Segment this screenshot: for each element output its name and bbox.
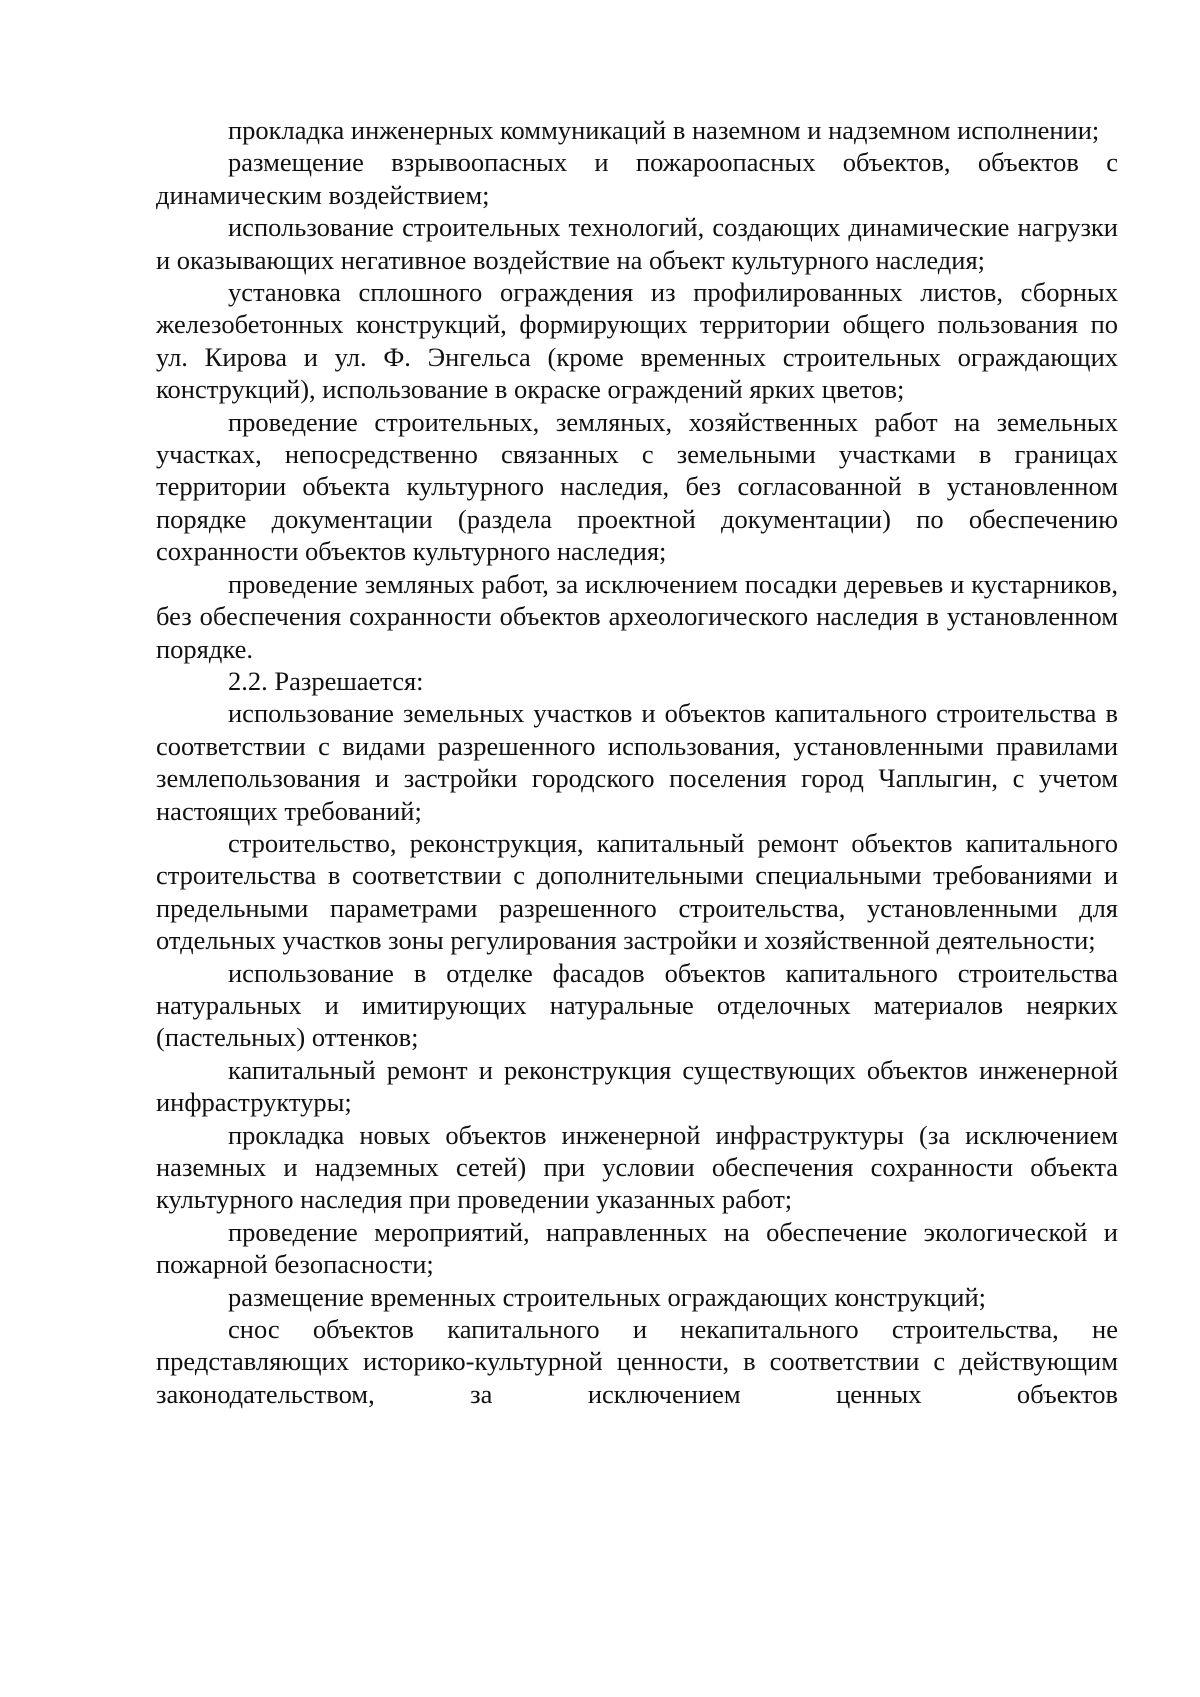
paragraph-permitted-safety-measures: проведение мероприятий, направленных на обеспечение экологической и пожарной безопасности; [156,1216,1118,1280]
paragraph-permitted-demolition: снос объектов капитального и некапитального строительства, не представляющих историко-культурной ценности, в соответствии с действующим законодательством, за исключением ценных объектов [156,1314,1118,1409]
document-body [156,114,1118,1410]
paragraph-permitted-new-infrastructure: прокладка новых объектов инженерной инфраструктуры (за исключением наземных и надземных сетей) при условии обеспечения сохранности объекта культурного наследия при проведении указанных работ; [156,1119,1118,1215]
paragraph-permitted-land-use: использование земельных участков и объектов капитального строительства в соответствии с видами разрешенного использования, установленными правилами землепользования и застройки городского поселения город Чаплыгин, с учетом настоящих требований; [156,698,1118,826]
paragraph-permitted-infrastructure-repair: капитальный ремонт и реконструкция существующих объектов инженерной инфраструктуры; [156,1054,1118,1118]
paragraph-prohibited-dynamic-technologies: использование строительных технологий, создающих динамические нагрузки и оказывающих негативное воздействие на объект культурного наследия; [156,212,1118,275]
section-heading-permitted: 2.2. Разрешается: [228,665,424,696]
paragraph-prohibited-earthworks: проведение земляных работ, за исключением посадки деревьев и кустарников, без обеспечения сохранности объектов археологического наследия в установленном порядке. [156,568,1118,664]
paragraph-prohibited-solid-fencing: установка сплошного ограждения из профилированных листов, сборных железобетонных конструкций, формирующих территории общего пользования по ул. Кирова и ул. Ф. Энгельса (кроме временных строительных ограждающих конструкций), использование в окраске ограждений ярких цветов; [156,277,1118,405]
paragraph-permitted-facade-materials: использование в отделке фасадов объектов капитального строительства натуральных и имитирующих натуральные отделочных материалов неярких (пастельных) оттенков; [156,957,1118,1053]
paragraph-permitted-temporary-fencing: размещение временных строительных ограждающих конструкций; [228,1281,987,1312]
paragraph-prohibited-explosive-objects: размещение взрывоопасных и пожароопасных объектов, объектов с динамическим воздействием; [156,147,1118,210]
paragraph-permitted-construction: строительство, реконструкция, капитальный ремонт объектов капитального строительства в соответствии с дополнительными специальными требованиями и предельными параметрами разрешенного строительства, установленными для отдельных участков зоны регулирования застройки и хозяйственной деятельности; [156,827,1118,956]
paragraph-prohibited-construction-works: проведение строительных, земляных, хозяйственных работ на земельных участках, непосредственно связанных с земельными участками в границах территории объекта культурного наследия, без согласованной в установленном порядке документации (раздела проектной документации) по обеспечению сохранности объектов культурного наследия; [156,406,1118,567]
paragraph-prohibited-overhead-utilities: прокладка инженерных коммуникаций в наземном и надземном исполнении; [228,115,1100,145]
